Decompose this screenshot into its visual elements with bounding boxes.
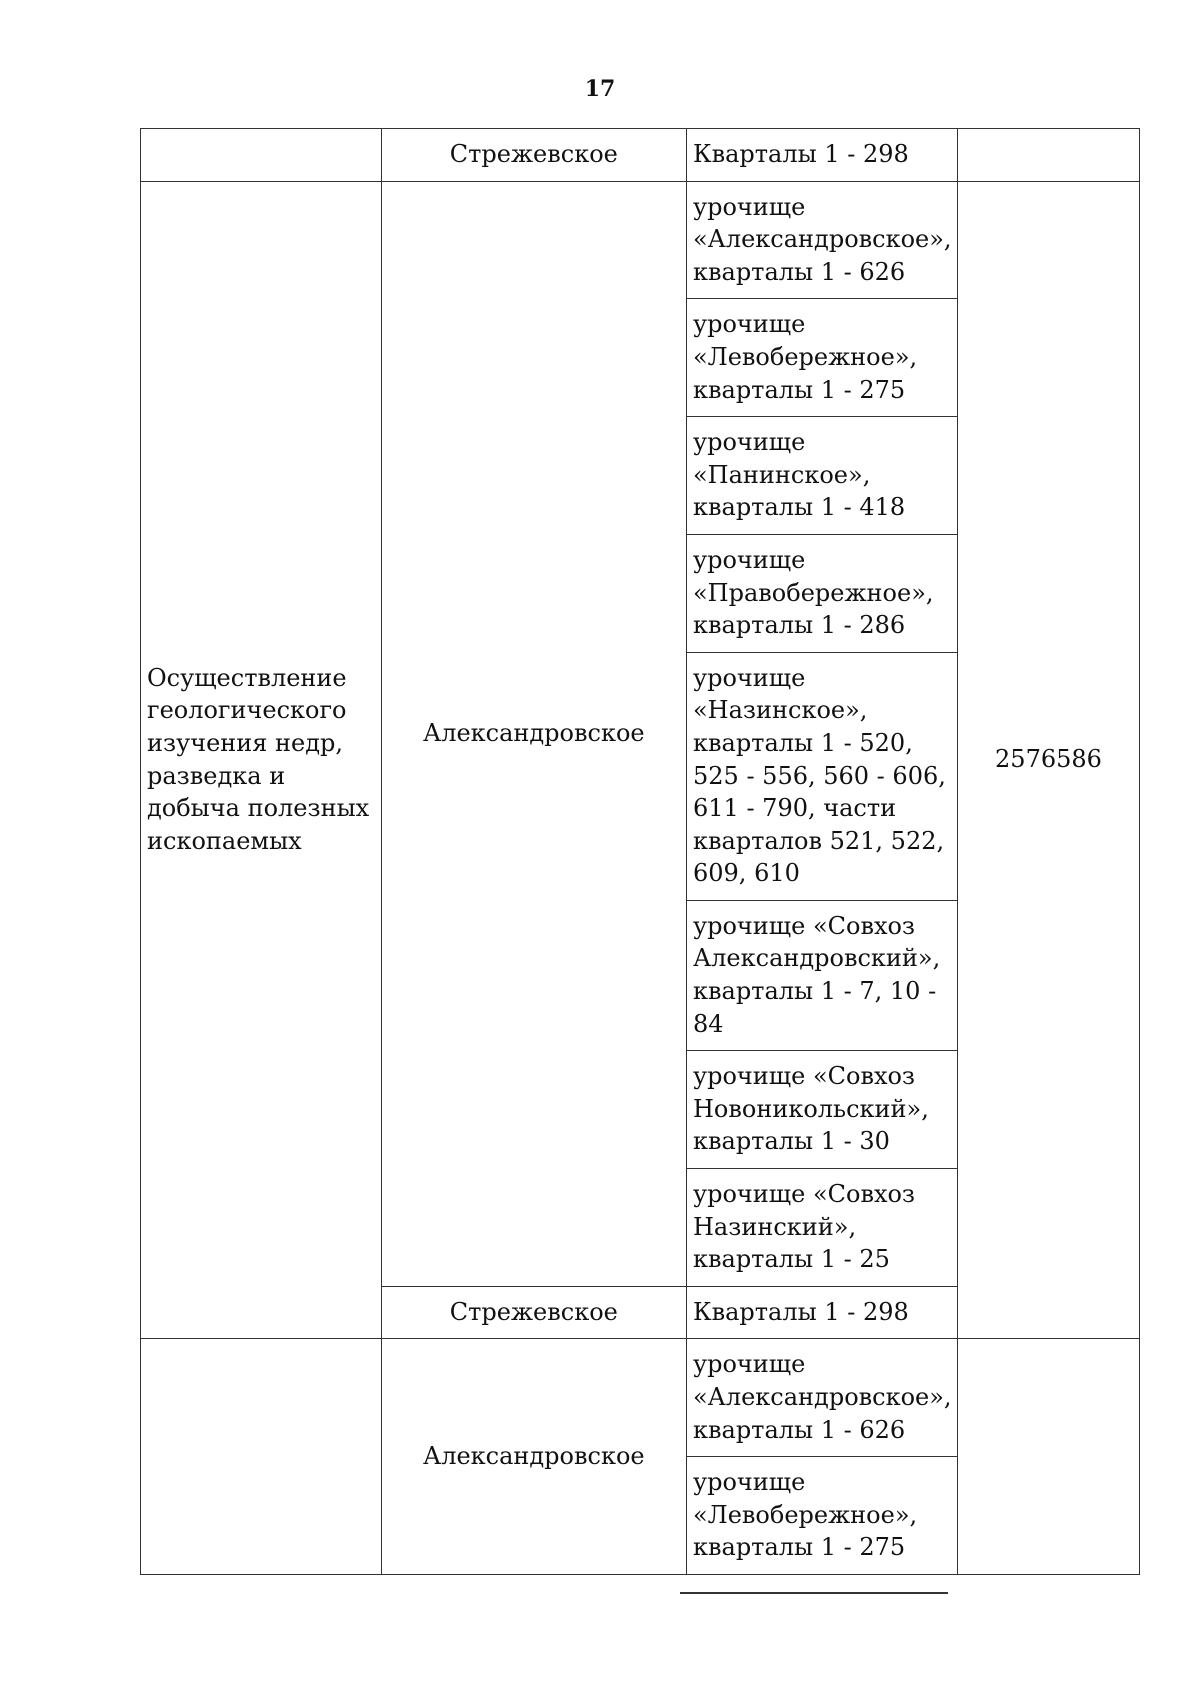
- tract-cell: урочище «Совхоз Александровский», кварталы 1 - 7, 10 - 84: [687, 900, 958, 1050]
- quarters-cell: Кварталы 1 - 298: [687, 1286, 958, 1339]
- tract-bottom-border: [680, 1592, 948, 1594]
- forestry-cell: Стрежевское: [381, 1286, 686, 1339]
- tract-cell: урочище «Левобережное», кварталы 1 - 275: [687, 1457, 958, 1575]
- tract-cell: урочище «Совхоз Новоникольский», кварталы 1 - 30: [687, 1051, 958, 1169]
- table-row: [141, 181, 1140, 299]
- forestry-cell: Александровское: [381, 1339, 686, 1575]
- land-use-table: [140, 128, 1140, 1575]
- table-row: [141, 1339, 1140, 1457]
- page-bottom-margin: [0, 1592, 1200, 1698]
- forestry-cell: Александровское: [381, 181, 686, 1286]
- area-cell: [957, 129, 1139, 182]
- tract-cell: урочище «Совхоз Назинский», кварталы 1 - 25: [687, 1169, 958, 1287]
- activity-cell: [141, 1339, 382, 1575]
- forestry-cell: Стрежевское: [381, 129, 686, 182]
- table-row: [141, 129, 1140, 182]
- tract-cell: урочище «Александровское», кварталы 1 - 626: [687, 181, 958, 299]
- tract-cell: урочище «Правобережное», кварталы 1 - 286: [687, 534, 958, 652]
- activity-cell: Осуществление геологического изучения недр, разведка и добыча полезных ископаемых: [141, 181, 382, 1339]
- area-cell: 2576586: [957, 181, 1139, 1339]
- page-number: 17: [584, 76, 616, 102]
- tract-cell: урочище «Левобережное», кварталы 1 - 275: [687, 299, 958, 417]
- quarters-cell: Кварталы 1 - 298: [687, 129, 958, 182]
- tract-cell: урочище «Назинское», кварталы 1 - 520, 525 - 556, 560 - 606, 611 - 790, части кварталов 521, 522, 609, 610: [687, 652, 958, 900]
- area-cell: [957, 1339, 1139, 1575]
- tract-cell: урочище «Панинское», кварталы 1 - 418: [687, 417, 958, 535]
- activity-cell: [141, 129, 382, 182]
- tract-cell: урочище «Александровское», кварталы 1 - 626: [687, 1339, 958, 1457]
